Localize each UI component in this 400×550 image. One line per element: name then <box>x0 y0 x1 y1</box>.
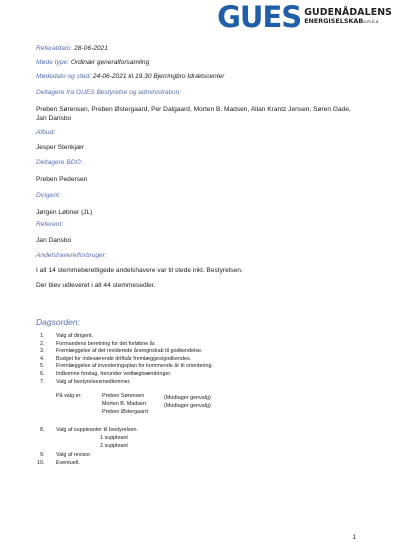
meeting-type-value: Ordinær generalforsamling <box>70 59 150 66</box>
agenda-item: 5. Fremlæggelse af investeringsplan for kommende år til orientering. <box>40 363 213 370</box>
agenda-item: 4. Budget for indeværende driftsår fremlægges/godkendes. <box>40 355 192 362</box>
meeting-date-place-value: 24-06-2021 kl.19.30 Bjerringbro Idrætscenter <box>92 73 225 80</box>
bdo-participants-label: Deltagere BDO: <box>36 159 83 166</box>
page-number: 1 <box>352 534 356 541</box>
minutes-taker-value: Jan Dansbo <box>36 237 72 244</box>
minutes-taker-label: Referent: <box>36 221 64 228</box>
candidate-note: (Modtager genvalg) <box>164 395 211 401</box>
board-participants-label: Deltagere fra GUES Bestyrelse og administration: <box>36 89 182 96</box>
candidate-name: Preben Østergaard <box>102 409 148 415</box>
candidate-name: Morten B. Madsen <box>102 401 147 407</box>
substitute-2: 2.suppleant <box>100 443 128 449</box>
agenda-item: 7. Valg af bestyrelsesmedlemmer. <box>40 378 131 385</box>
candidate-note: (Modtager genvalg) <box>164 403 211 409</box>
logo-line-1: GUDENÅDALENS <box>304 7 392 18</box>
owners-line-1: I alt 14 stemmeberettigede andelshavere var til stede inkl. Bestyrelsen. <box>36 267 243 274</box>
company-logo <box>217 2 392 32</box>
logo-line-2: ENERGISELSKABa.m.b.a <box>304 17 379 25</box>
agenda-list <box>40 333 213 386</box>
agenda-item-9: 9. Valg af revisor. <box>40 452 92 458</box>
chairman-label: Dirigent: <box>36 192 61 199</box>
election-label: På valg er: <box>56 393 82 399</box>
agenda-item: 6. Indkomne forslag, herunder vedtægtsændringer. <box>40 370 172 377</box>
bdo-participants-value: Preben Pedersen <box>36 176 88 183</box>
report-date-label: Referatdato: <box>36 45 73 52</box>
agenda-item: 1. Valg af dirigent. <box>40 333 94 339</box>
agenda-item: 2. Formandens beretning for det forløbne år. <box>40 340 156 347</box>
owners-label: Andelshavere/forbruger: <box>36 252 107 259</box>
agenda-item: 3. Fremlæggelse af det reviderede årsregnskab til godkendelse. <box>40 348 203 355</box>
meeting-type-label: Møde type: <box>36 59 69 66</box>
substitute-1: 1.suppleant <box>100 435 128 441</box>
agenda-title: Dagsorden: <box>36 317 80 327</box>
report-date-value: 28-06-2021 <box>74 45 108 52</box>
owners-line-2: Der blev udleveret i alt 44 stemmesedler. <box>36 282 156 289</box>
absent-value: Jesper Stenkjær <box>36 144 85 151</box>
meeting-date-place-label: Mødedato og sted: <box>36 73 91 80</box>
meeting-date-place-row <box>36 72 224 81</box>
board-participants-line-2: Jan Dansbo <box>36 115 72 122</box>
report-date-row <box>36 44 108 53</box>
logo-mark: GUES <box>217 0 302 34</box>
absent-label: Afbud: <box>36 129 56 136</box>
agenda-item-10: 10. Eventuelt. <box>37 460 80 466</box>
candidate-name: Preben Sørensen <box>102 393 145 399</box>
board-participants-line-1: Preben Sørensen, Preben Østergaard, Per Dalgaard, Morten B. Madsen, Allan Krantz Jensen, Søren Gade, <box>36 106 351 113</box>
meeting-type-row <box>36 58 149 67</box>
chairman-value: Jørgen Løbner (JL) <box>36 209 93 216</box>
agenda-item-8: 8. Valg af suppleanter til bestyrelsen. <box>40 427 139 433</box>
